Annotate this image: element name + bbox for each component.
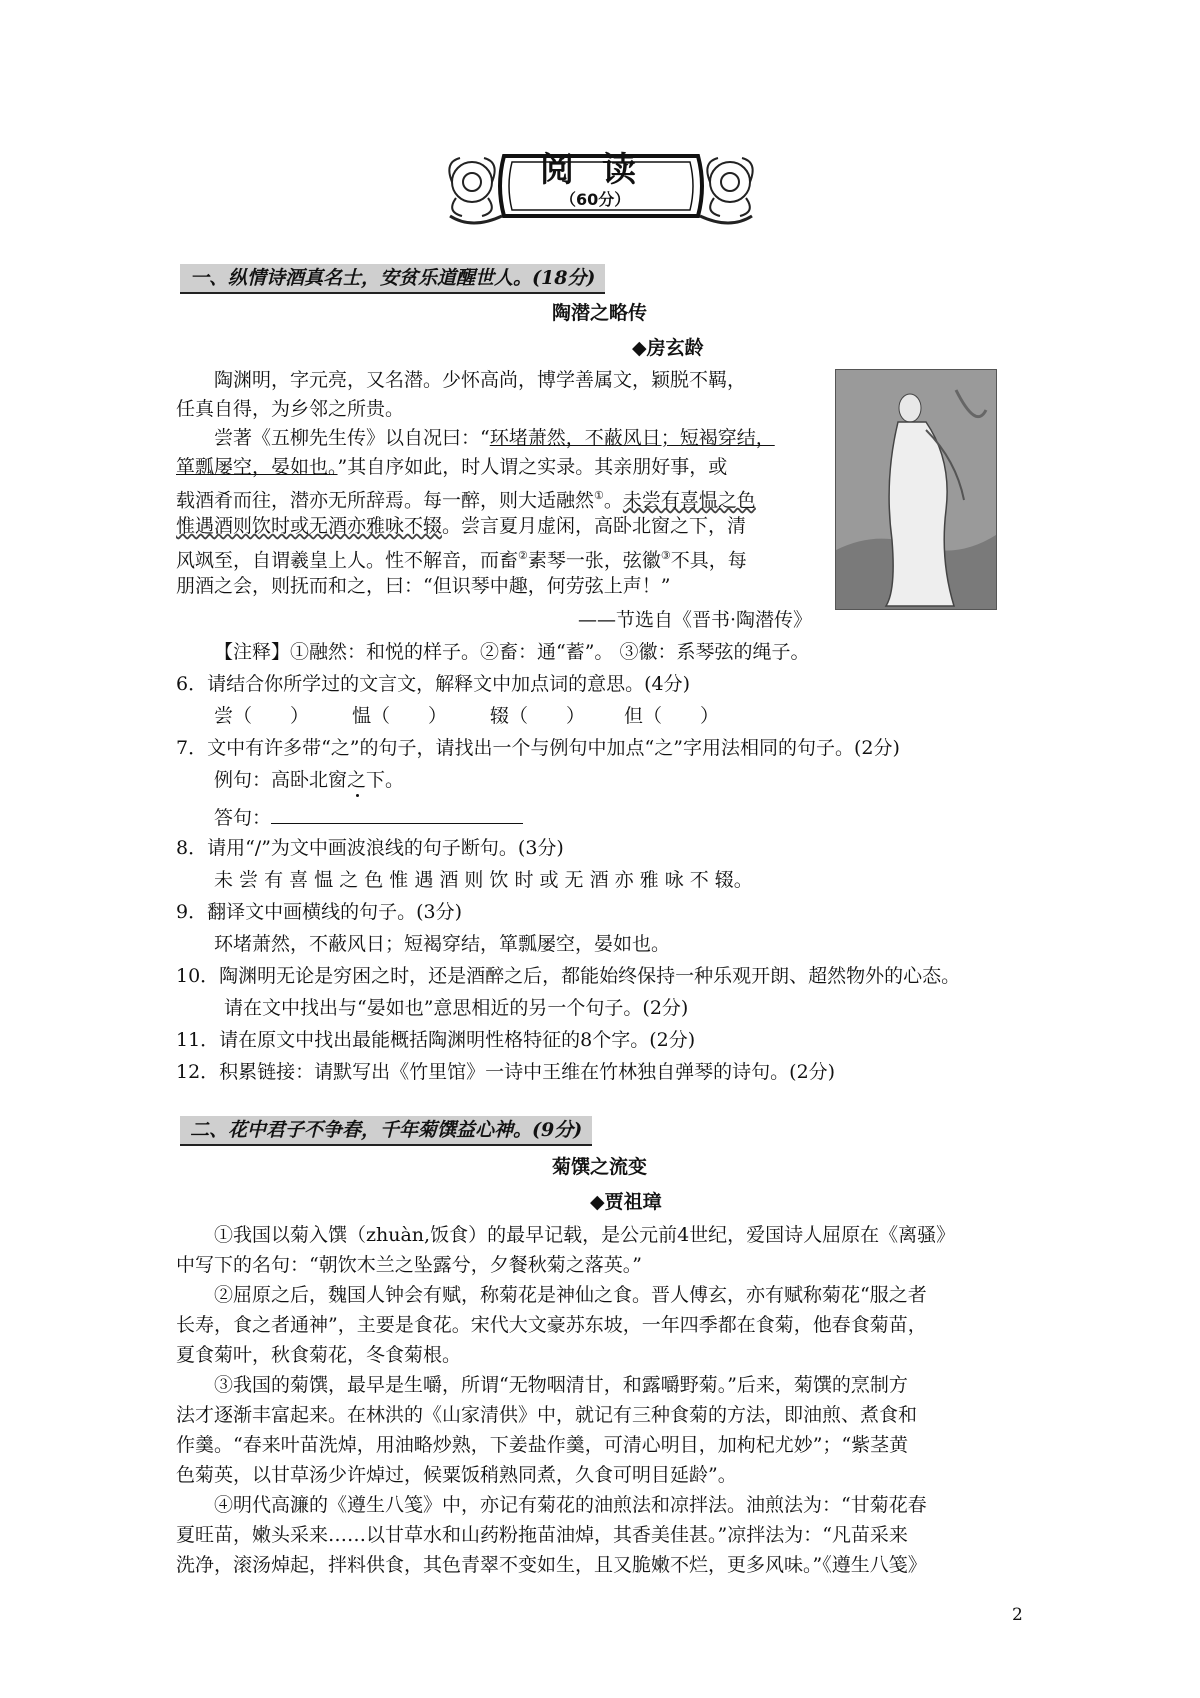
- q8-text: 未 尝 有 喜 愠 之 色 惟 遇 酒 则 饮 时 或 无 酒 亦 雅 咏 不 辍。: [214, 869, 753, 891]
- s2-line-9: 色菊英，以甘草汤少许焯过，候粟饭稍熟同煮，久食可明目延龄”。: [176, 1464, 737, 1486]
- para2-line2: 箪瓢屡空，晏如也。”其自序如此，时人谓之实录。其亲朋好事，或: [176, 456, 728, 478]
- right-flower-ornament: [700, 158, 753, 223]
- s2-line-2: 中写下的名句：“朝饮木兰之坠露兮，夕餐秋菊之落英。”: [176, 1254, 642, 1276]
- s2-line-8: 作羹。“春来叶苗洗焯，用油略炒熟，下姜盐作羹，可清心明目，加枸杞尤妙”；“紫茎黄: [176, 1434, 909, 1456]
- q6-blank-2: 愠（ ）: [352, 705, 448, 727]
- para2-line1: 尝著《五柳先生传》以自况曰：“环堵萧然，不蔽风日；短褐穿结，: [214, 427, 775, 449]
- question-11: 11．请在原文中找出最能概括陶渊明性格特征的8个字。(2分): [176, 1029, 696, 1051]
- para2-line6: 朋酒之会，则抚而和之，曰：“但识琴中趣，何劳弦上声！”: [176, 575, 671, 597]
- underlined-sentence-part2: 箪瓢屡空，晏如也。: [176, 456, 338, 478]
- question-7: 7．文中有许多带“之”的句子，请找出一个与例句中加点“之”字用法相同的句子。(2分): [176, 737, 900, 759]
- s2-line-1: ①我国以菊入馔（zhuàn,饭食）的最早记载，是公元前4世纪，爱国诗人屈原在《离骚》: [214, 1224, 956, 1246]
- question-12: 12．积累链接：请默写出《竹里馆》一诗中王维在竹林独自弹琴的诗句。(2分): [176, 1061, 836, 1083]
- s2-line-12: 洗净，滚汤焯起，拌料供食，其色青翠不变如生，且又脆嫩不烂，更多风味。”《遵生八笺》: [176, 1554, 927, 1576]
- answer-blank: [271, 801, 523, 824]
- question-6: 6．请结合你所学过的文言文，解释文中加点词的意思。(4分): [176, 673, 691, 695]
- q6-blank-1: 尝（ ）: [214, 705, 310, 727]
- para1-line1: 陶渊明，字元亮，又名潜。少怀高尚，博学善属文，颖脱不羁，: [214, 369, 747, 391]
- underlined-sentence-part1: 环堵萧然，不蔽风日；短褐穿结，: [489, 427, 775, 449]
- para2-line4: 惟遇酒则饮时或无酒亦雅咏不辍。尝言夏月虚闲，高卧北窗之下，清: [176, 515, 747, 537]
- para2-line5: 风飒至，自谓羲皇上人。性不解音，而畜②素琴一张，弦徽③不具，每: [176, 549, 747, 572]
- wavy-sentence-part1: 未尝有喜愠之色: [622, 489, 756, 512]
- para1-line2: 任真自得，为乡邻之所贵。: [176, 398, 405, 420]
- section2-article-title: 菊馔之流变: [552, 1156, 648, 1178]
- s2-line-11: 夏旺苗，嫩头采来……以甘草水和山药粉拖苗油焯，其香美佳甚。”凉拌法为：“凡苗采来: [176, 1524, 908, 1546]
- question-9: 9．翻译文中画横线的句子。(3分): [176, 901, 463, 923]
- s2-line-5: 夏食菊叶，秋食菊花，冬食菊根。: [176, 1344, 462, 1366]
- notes-line: 【注释】①融然：和悦的样子。②畜：通“蓄”。 ③徽：系琴弦的绳子。: [214, 641, 810, 663]
- q7-answer-line: 答句：: [214, 801, 523, 833]
- banner-score: （60分）: [560, 190, 631, 209]
- section1-article-title: 陶潜之略传: [552, 302, 648, 324]
- q9-text: 环堵萧然，不蔽风日；短褐穿结，箪瓢屡空，晏如也。: [214, 933, 671, 955]
- q6-blank-4: 但（ ）: [624, 705, 720, 727]
- banner-title: 阅读: [540, 150, 664, 190]
- question-8: 8．请用“/”为文中画波浪线的句子断句。(3分): [176, 837, 564, 859]
- section1-heading: 一、纵情诗酒真名士，安贫乐道醒世人。(18分): [180, 264, 605, 294]
- s2-line-3: ②屈原之后，魏国人钟会有赋，称菊花是神仙之食。晋人傅玄，亦有赋称菊花“服之者: [214, 1284, 927, 1306]
- wavy-sentence-part2: 惟遇酒则饮时或无酒亦雅咏不辍: [176, 515, 443, 537]
- section2-author: ◆贾祖璋: [590, 1191, 662, 1213]
- figure-head: [899, 394, 921, 422]
- para2-line3: 载酒肴而往，潜亦无所辞焉。每一醉，则大适融然①。未尝有喜愠之色: [176, 489, 756, 512]
- s2-line-7: 法才逐渐丰富起来。在林洪的《山家清供》中，就记有三种食菊的方法，即油煎、煮食和: [176, 1404, 918, 1426]
- section2-heading: 二、花中君子不争春，千年菊馔益心神。(9分): [180, 1116, 592, 1146]
- q7-example: 例句：高卧北窗之下。: [214, 769, 405, 791]
- question-10-line1: 10．陶渊明无论是穷困之时，还是酒醉之后，都能始终保持一种乐观开朗、超然物外的心态。: [176, 965, 961, 987]
- source-line: ——节选自《晋书·陶潜传》: [578, 609, 813, 631]
- s2-line-6: ③我国的菊馔，最早是生嚼，所谓“无物咽清甘，和露嚼野菊。”后来，菊馔的烹制方: [214, 1374, 908, 1396]
- s2-line-10: ④明代高濂的《遵生八笺》中，亦记有菊花的油煎法和凉拌法。油煎法为：“甘菊花春: [214, 1494, 927, 1516]
- q6-blank-3: 辍（ ）: [490, 705, 586, 727]
- s2-line-4: 长寿，食之者通神”，主要是食花。宋代大文豪苏东坡，一年四季都在食菊，他春食菊苗，: [176, 1314, 927, 1336]
- page-number: 2: [1012, 1605, 1023, 1625]
- section1-author: ◆房玄龄: [632, 337, 704, 359]
- question-10-line2: 请在文中找出与“晏如也”意思相近的另一个句子。(2分): [224, 997, 689, 1019]
- portrait-image: [835, 369, 997, 610]
- left-flower-ornament: [449, 158, 502, 223]
